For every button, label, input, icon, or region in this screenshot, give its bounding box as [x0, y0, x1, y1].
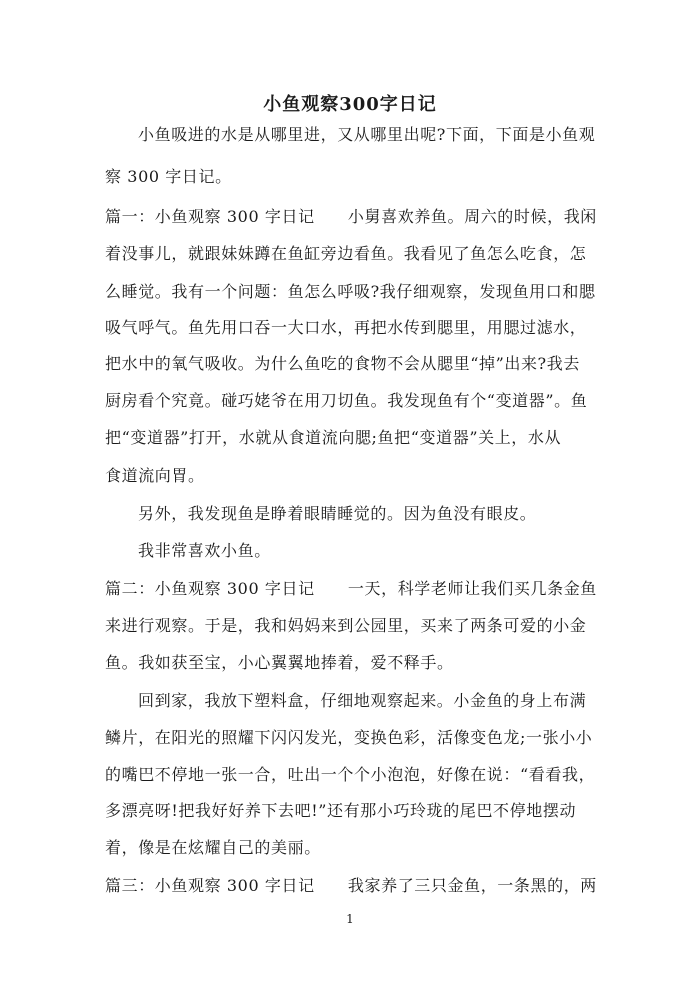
- text-line: 着没事儿，就跟妹妹蹲在鱼缸旁边看鱼。我看见了鱼怎么吃食，怎: [105, 244, 587, 263]
- text-line: 把水中的氧气吸收。为什么鱼吃的食物不会从腮里“掉”出来?我去: [105, 354, 580, 373]
- text-line: 着，像是在炫耀自己的美丽。: [105, 838, 321, 857]
- text-line: 我非常喜欢小鱼。: [138, 541, 271, 560]
- text-line: 的嘴巴不停地一张一合，吐出一个个小泡泡，好像在说：“看看我，: [105, 765, 596, 784]
- text-line: 多漂亮呀!把我好好养下去吧!”还有那小巧玲珑的尾巴不停地摆动: [105, 801, 577, 820]
- text-line: 篇一：小鱼观察 300 字日记 小舅喜欢养鱼。周六的时候，我闲: [105, 207, 597, 226]
- text-line: 篇二：小鱼观察 300 字日记 一天，科学老师让我们买几条金鱼: [105, 579, 597, 598]
- text-line: 厨房看个究竟。碰巧姥爷在用刀切鱼。我发现鱼有个“变道器”。鱼: [105, 391, 588, 410]
- text-line: 把“变道器”打开，水就从食道流向腮;鱼把“变道器”关上，水从: [105, 428, 562, 447]
- page-number: 1: [346, 912, 354, 926]
- text-line: 篇三：小鱼观察 300 字日记 我家养了三只金鱼，一条黑的，两: [105, 876, 597, 895]
- text-line: 来进行观察。于是，我和妈妈来到公园里，买来了两条可爱的小金: [105, 616, 587, 635]
- text-line: 回到家，我放下塑料盒，仔细地观察起来。小金鱼的身上布满: [138, 691, 587, 710]
- document-title: 小鱼观察300字日记: [263, 94, 437, 115]
- text-line: 鱼。我如获至宝，小心翼翼地捧着，爱不释手。: [105, 653, 454, 672]
- text-line: 鳞片，在阳光的照耀下闪闪发光，变换色彩，活像变色龙;一张小小: [105, 728, 593, 747]
- text-line: 察 300 字日记。: [105, 167, 232, 186]
- text-line: 么睡觉。我有一个问题：鱼怎么呼吸?我仔细观察，发现鱼用口和腮: [105, 282, 596, 301]
- text-line: 吸气呼气。鱼先用口吞一大口水，再把水传到腮里，用腮过滤水，: [105, 318, 587, 337]
- text-line: 小鱼吸进的水是从哪里进，又从哪里出呢?下面，下面是小鱼观: [138, 125, 596, 144]
- text-line: 另外，我发现鱼是睁着眼睛睡觉的。因为鱼没有眼皮。: [138, 504, 537, 523]
- text-line: 食道流向胃。: [105, 466, 205, 485]
